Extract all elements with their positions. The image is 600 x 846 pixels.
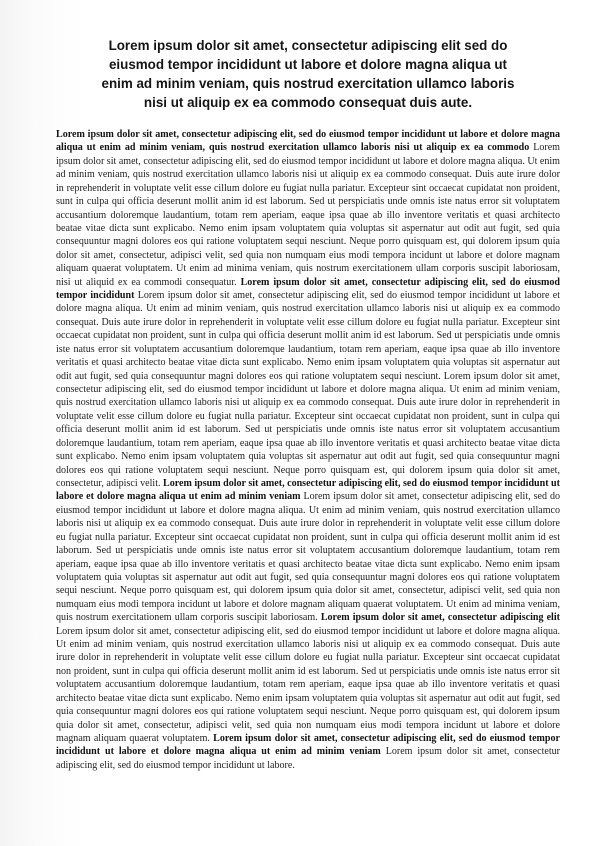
- section-4-title: Lorem ipsum dolor sit amet, consectetur adipiscing elit, sed do eiusmod tempor incididunt ut labore et dolore magna aliqua ut enim ad minim veniam: [56, 477, 560, 503]
- section-5-text: Lorem ipsum dolor sit amet, consectetur adipiscing elit, sed do eiusmod tempor incididunt ut labore et dolore magna aliqua. Ut enim ad minim veniam, quis nostrud exercitation ullamco laboris nisi ut aliquip ex ea commodo consequat. Duis aute irure dolor in reprehenderit in voluptate velit esse cillum dolore eu fugiat nulla pariatur. Excepteur sint occaecat cupidatat non proident, sunt in culpa qui officia deserunt mollit anim id est laborum. Sed ut perspiciatis unde omnis iste natus error sit voluptatem accusantium doloremque laudantium, totam rem aperiam, eaque ipsa quae ab illo inventore veritatis et quasi architecto beatae vitae dicta sunt explicabo. Nemo enim ipsam voluptatem quia voluptas sit aspernatur aut odit aut fugit, sed quia consequuntur magni dolores eos qui ratione voluptatem sequi nesciunt. Neque porro quisquam est, qui dolorem ipsum quia dolor sit amet, consectetur, adipisci velit, sed quia non numquam eius modi tempora incidunt ut labore et dolore magnam aliquam quaerat voluptatem.: [56, 625, 560, 744]
- section-6-text: Lorem ipsum dolor sit amet, consectetur adipiscing elit, sed do eiusmod tempor incididunt ut labore.: [56, 746, 560, 771]
- section-4-text: Lorem ipsum dolor sit amet, consectetur adipiscing elit, sed do eiusmod tempor incididunt ut labore et dolore magna aliqua. Ut enim ad minim veniam, quis nostrud exercitation ullamco laboris nisi ut aliquip ex ea commodo consequat. Duis aute irure dolor in reprehenderit in voluptate velit esse cillum dolore eu fugiat nulla pariatur. Excepteur sint occaecat cupidatat non proident, sunt in culpa qui officia deserunt mollit anim id est laborum. Sed ut perspiciatis unde omnis iste natus error sit voluptatem accusantium doloremque laudantium, totam rem aperiam, eaque ipsa quae ab illo inventore veritatis et quasi architecto beatae vitae dicta sunt explicabo. Nemo enim ipsam voluptatem quia voluptas sit aspernatur aut odit aut fugit, sed quia consequuntur magni dolores eos qui ratione voluptatem sequi nesciunt. Neque porro quisquam est, qui dolorem ipsum quia dolor sit amet, consectetur, adipisci velit, sed quia non numquam eius modi tempora incidunt ut labore et dolore magnam aliquam quaerat voluptatem. Ut enim ad minima veniam, quis nostrum exercitationem ullam corporis suscipit laboriosam.: [56, 491, 560, 624]
- section-2-text: Lorem ipsum dolor sit amet, consectetur adipiscing elit, sed do eiusmod tempor incididunt ut labore et dolore magna aliqua. Ut enim ad minim veniam, quis nostrud exercitation ullamco laboris nisi ut aliquip ex ea commodo consequat. Duis aute irure dolor in reprehenderit in voluptate velit esse cillum dolore eu fugiat nulla pariatur. Excepteur sint occaecat cupidatat non proident, sunt in culpa qui officia deserunt mollit anim id est laborum. Sed ut perspiciatis unde omnis iste natus error sit voluptatem accusantium doloremque laudantium, totam rem aperiam, eaque ipsa quae ab illo inventore veritatis et quasi architecto beatae vitae dicta sunt explicabo. Nemo enim ipsam voluptatem quia voluptas sit aspernatur aut odit aut fugit, sed quia consequuntur magni dolores eos qui ratione voluptatem sequi nesciunt.: [56, 290, 560, 382]
- section-1-text: Lorem ipsum dolor sit amet, consectetur adipiscing elit, sed do eiusmod tempor incididunt ut labore et dolore magna aliqua. Ut enim ad minim veniam, quis nostrud exercitation ullamco laboris nisi ut aliquip ex ea commodo consequat. Duis aute irure dolor in reprehenderit in voluptate velit esse cillum dolore eu fugiat nulla pariatur. Excepteur sint occaecat cupidatat non proident, sunt in culpa qui officia deserunt mollit anim id est laborum. Sed ut perspiciatis unde omnis iste natus error sit voluptatem accusantium doloremque laudantium, totam rem aperiam, eaque ipsa quae ab illo inventore veritatis et quasi architecto beatae vitae dicta sunt explicabo. Nemo enim ipsam voluptatem quia voluptas sit aspernatur aut odit aut fugit, sed quia consequuntur magni dolores eos qui ratione voluptatem sequi nesciunt. Neque porro quisquam est, qui dolorem ipsum quia dolor sit amet, consectetur, adipisci velit, sed quia non numquam eius modi tempora incidunt ut labore et dolore magnam aliquam quaerat voluptatem. Ut enim ad minima veniam, quis nostrum exercitationem ullam corporis suscipit laboriosam, nisi ut aliquid ex ea commodi consequatur.: [56, 142, 560, 288]
- section-3-text: Lorem ipsum dolor sit amet, consectetur adipiscing elit, sed do eiusmod tempor incididunt ut labore et dolore magna aliqua. Ut enim ad minim veniam, quis nostrud exercitation ullamco laboris nisi ut aliquip ex ea commodo consequat. Duis aute irure dolor in reprehenderit in voluptate velit esse cillum dolore eu fugiat nulla pariatur. Excepteur sint occaecat cupidatat non proident, sunt in culpa qui officia deserunt mollit anim id est laborum. Sed ut perspiciatis unde omnis iste natus error sit voluptatem accusantium doloremque laudantium, totam rem aperiam, eaque ipsa quae ab illo inventore veritatis et quasi architecto beatae vitae dicta sunt explicabo. Nemo enim ipsam voluptatem quia voluptas sit aspernatur aut odit aut fugit, sed quia consequuntur magni dolores eos qui ratione voluptatem sequi nesciunt. Neque porro quisquam est, qui dolorem ipsum quia dolor sit amet, consectetur, adipisci velit.: [56, 370, 560, 489]
- section-6-title: Lorem ipsum dolor sit amet, consectetur adipiscing elit, sed do eiusmod tempor incididunt ut labore et dolore magna aliqua ut enim ad minim veniam: [56, 732, 561, 758]
- heading-line-4: nisi ut aliquip ex ea commodo consequat duis aute.: [143, 95, 473, 110]
- document-body: [56, 128, 560, 772]
- section-5-title: Lorem ipsum dolor sit amet, consectetur adipiscing elit: [320, 612, 560, 624]
- document-heading: [56, 36, 560, 112]
- heading-line-3: enim ad minim veniam, quis nostrud exercitation ullamco laboris: [101, 76, 515, 91]
- heading-line-1: Lorem ipsum dolor sit amet, consectetur adipiscing elit sed do: [108, 38, 508, 53]
- heading-line-2: eiusmod tempor incididunt ut labore et dolore magna aliqua ut: [108, 57, 508, 72]
- section-1-title: Lorem ipsum dolor sit amet, consectetur adipiscing elit, sed do eiusmod tempor incididunt ut labore et dolore magna aliqua ut enim ad minim veniam, quis nostrud exercitation ullamco laboris nisi ut aliquip ex ea commodo: [56, 129, 560, 154]
- section-2-title: Lorem ipsum dolor sit amet, consectetur adipiscing elit, sed do eiusmod tempor incididunt: [56, 276, 560, 302]
